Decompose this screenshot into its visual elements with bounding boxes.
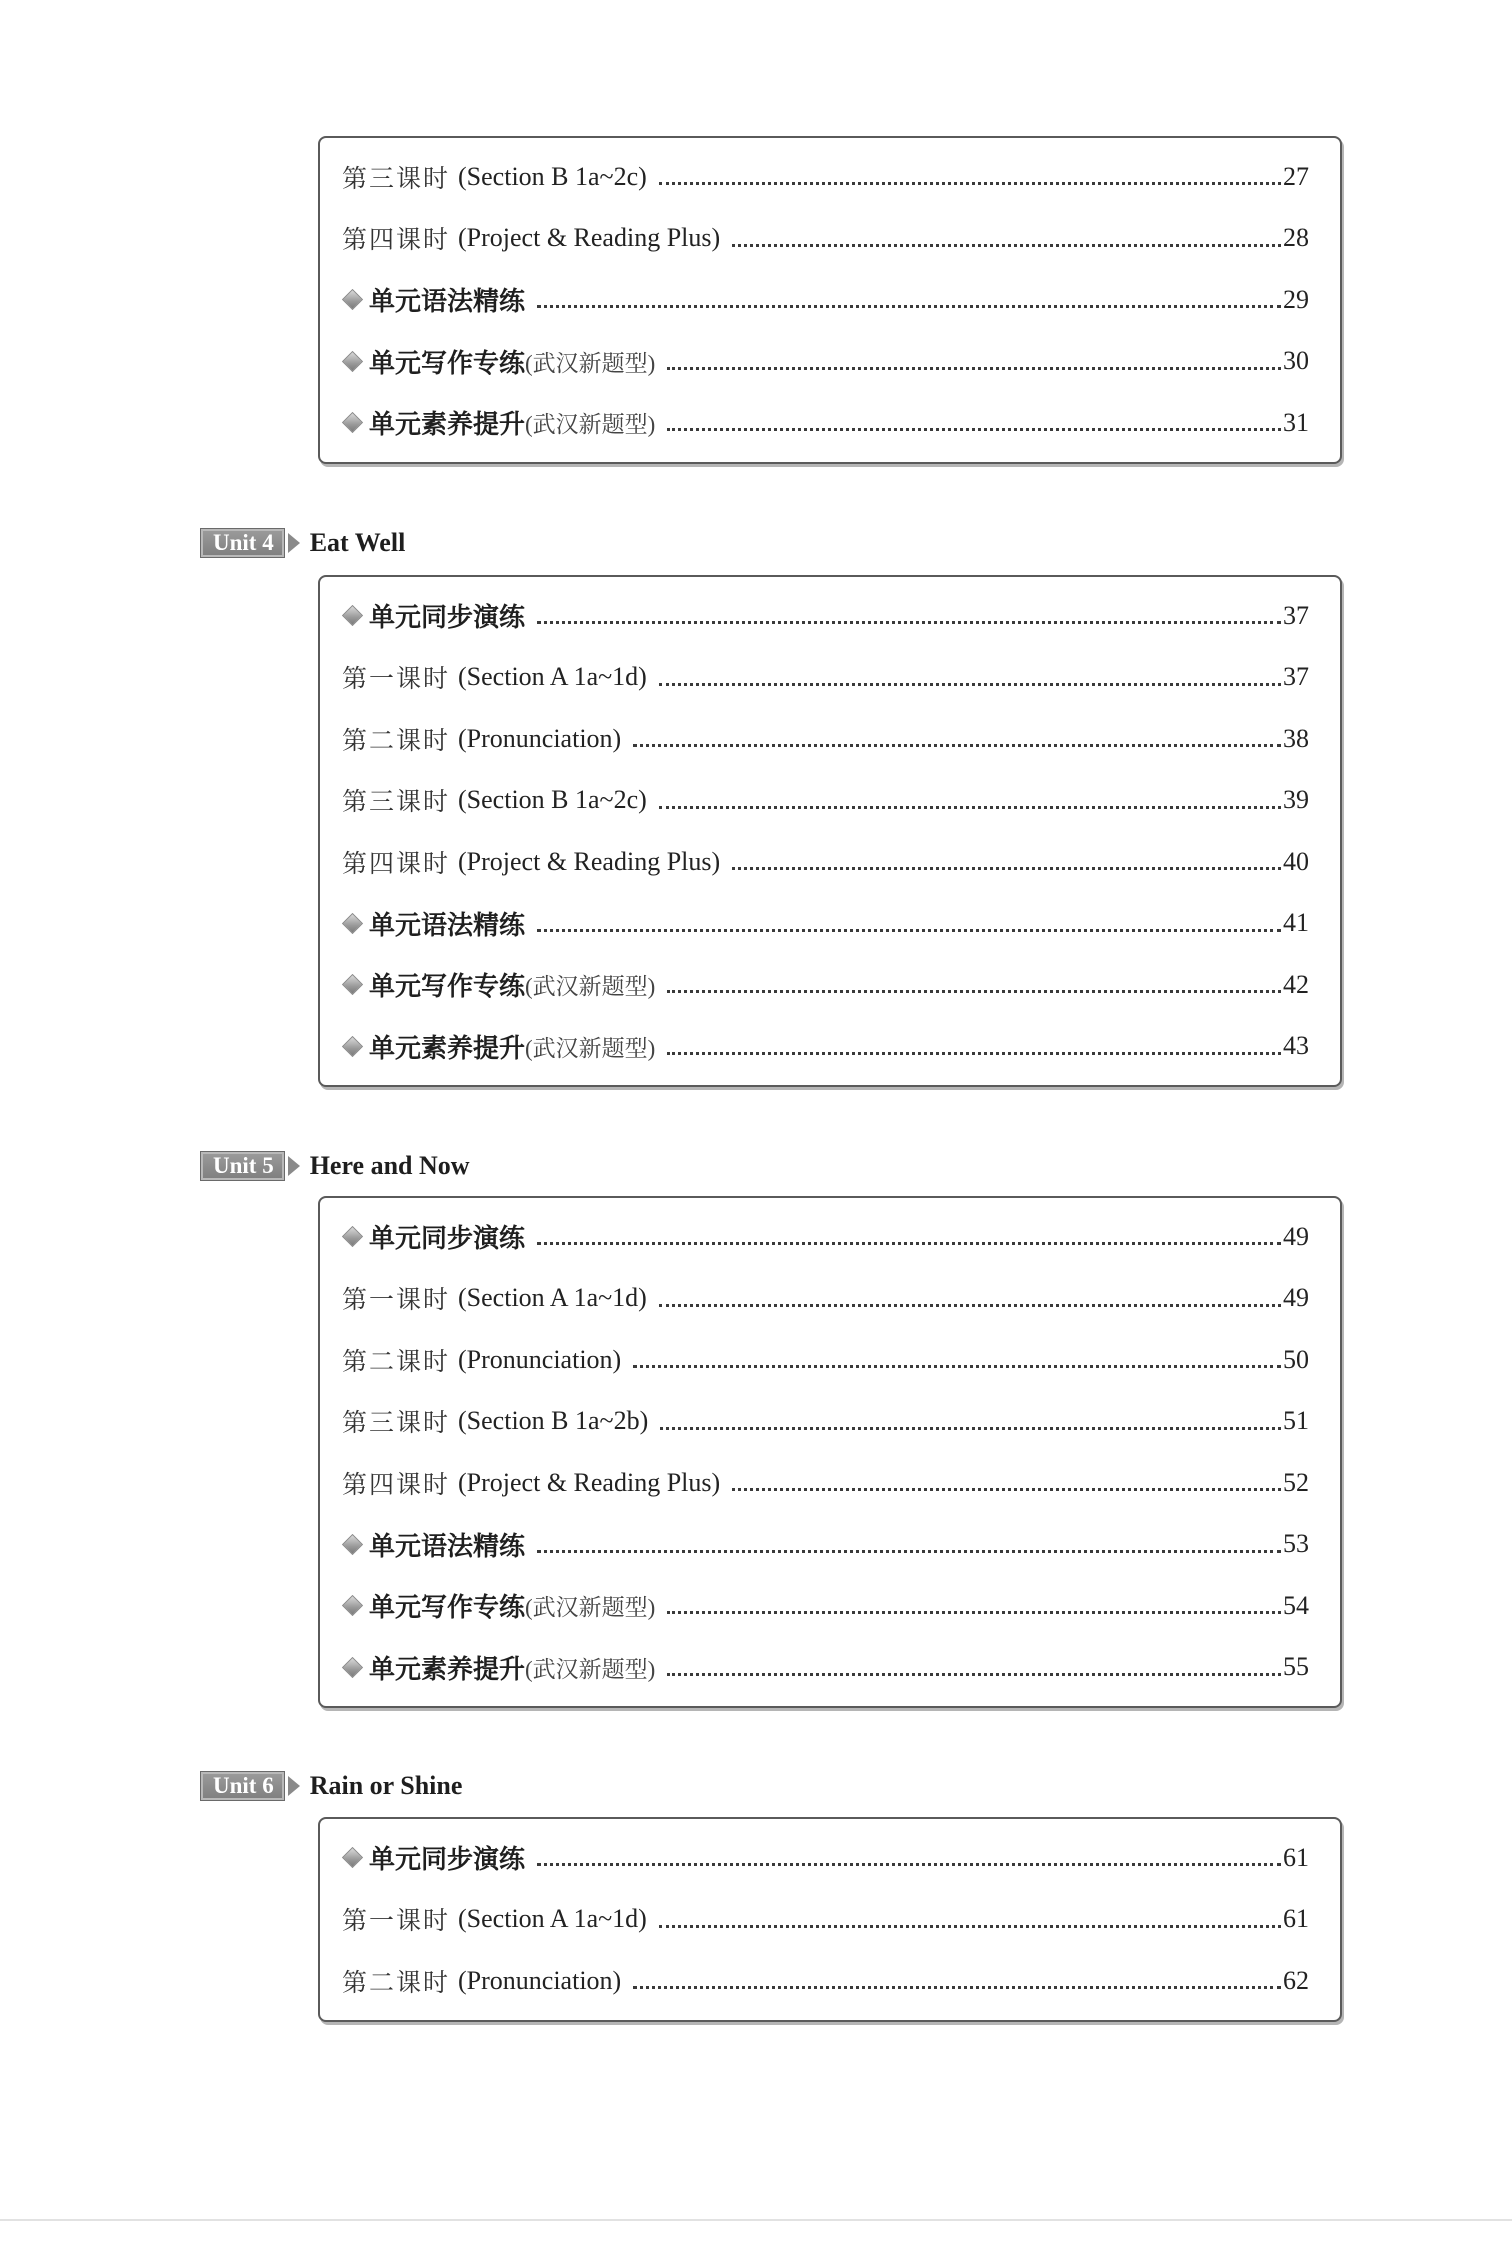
toc-entry xyxy=(320,708,1340,770)
page-number: 39 xyxy=(1283,785,1309,815)
toc-entry xyxy=(320,269,1340,331)
page-number: 52 xyxy=(1283,1467,1309,1497)
toc-entry xyxy=(320,146,1340,208)
dot-leader xyxy=(732,1488,1281,1491)
toc-entry xyxy=(320,331,1340,393)
dot-leader xyxy=(659,1304,1281,1307)
toc-box-unit-3-continued xyxy=(318,136,1342,464)
dot-leader xyxy=(667,367,1281,370)
entry-detail: (Section B 1a~2c) xyxy=(458,161,647,191)
entry-label: 第三课时 xyxy=(342,1410,451,1438)
page-number: 49 xyxy=(1283,1283,1309,1313)
page-number: 41 xyxy=(1283,908,1309,938)
toc-box-unit-4 xyxy=(318,575,1342,1087)
entry-detail: (Section B 1a~2c) xyxy=(458,785,647,815)
entry-detail: (Section A 1a~1d) xyxy=(458,1283,647,1313)
diamond-bullet-icon xyxy=(342,1657,363,1678)
toc-entry xyxy=(320,1268,1340,1330)
page-number: 43 xyxy=(1283,1031,1309,1061)
entry-note: (武汉新题型) xyxy=(525,1595,656,1621)
toc-entry xyxy=(320,1391,1340,1453)
page-number: 40 xyxy=(1283,846,1309,876)
unit-title: Eat Well xyxy=(309,528,406,557)
unit-4-header xyxy=(200,528,405,558)
dot-leader xyxy=(659,806,1281,809)
entry-label: 第四课时 xyxy=(342,1471,451,1499)
entry-note: (武汉新题型) xyxy=(525,1656,656,1682)
dot-leader xyxy=(537,1550,1281,1553)
entry-label: 单元同步演练 xyxy=(369,602,526,633)
toc-entry xyxy=(320,647,1340,709)
page-number: 29 xyxy=(1283,284,1309,314)
unit-title: Here and Now xyxy=(309,1151,470,1180)
toc-entry xyxy=(320,1016,1340,1078)
page-number: 31 xyxy=(1283,407,1309,437)
page-number: 37 xyxy=(1283,662,1309,692)
dot-leader xyxy=(633,744,1281,747)
entry-label: 单元语法精练 xyxy=(369,286,526,317)
page-number: 61 xyxy=(1283,1842,1309,1872)
entry-detail: (Section A 1a~1d) xyxy=(458,662,647,692)
toc-entry xyxy=(320,208,1340,270)
dot-leader xyxy=(667,990,1281,993)
page-number: 37 xyxy=(1283,600,1309,630)
toc-entry xyxy=(320,1329,1340,1391)
entry-detail: (Section A 1a~1d) xyxy=(458,1904,647,1934)
dot-leader xyxy=(667,1052,1281,1055)
entry-label: 单元素养提升 xyxy=(369,409,526,440)
dot-leader xyxy=(633,1365,1281,1368)
toc-entry xyxy=(320,585,1340,647)
entry-label: 单元语法精练 xyxy=(369,1530,526,1561)
toc-entry xyxy=(320,831,1340,893)
diamond-bullet-icon xyxy=(342,1226,363,1247)
diamond-bullet-icon xyxy=(342,1036,363,1057)
entry-label: 单元同步演练 xyxy=(369,1223,526,1254)
unit-badge: Unit 6 xyxy=(200,1771,285,1801)
page-number: 28 xyxy=(1283,223,1309,253)
page-number: 42 xyxy=(1283,969,1309,999)
entry-detail: (Pronunciation) xyxy=(458,1344,622,1374)
dot-leader xyxy=(732,244,1281,247)
toc-entry xyxy=(320,1206,1340,1268)
diamond-bullet-icon xyxy=(342,605,363,626)
entry-detail: (Pronunciation) xyxy=(458,723,622,753)
entry-label: 第二课时 xyxy=(342,727,451,755)
entry-label: 第四课时 xyxy=(342,227,451,255)
entry-detail: (Project & Reading Plus) xyxy=(458,223,721,253)
entry-label: 单元素养提升 xyxy=(369,1653,526,1684)
toc-entry xyxy=(320,1827,1340,1889)
diamond-bullet-icon xyxy=(342,351,363,372)
page-number: 54 xyxy=(1283,1590,1309,1620)
entry-note: (武汉新题型) xyxy=(525,1035,656,1061)
diamond-bullet-icon xyxy=(342,974,363,995)
page-number: 53 xyxy=(1283,1529,1309,1559)
page-number: 27 xyxy=(1283,161,1309,191)
entry-label: 第一课时 xyxy=(342,1908,451,1936)
entry-note: (武汉新题型) xyxy=(525,350,656,376)
dot-leader xyxy=(732,867,1281,870)
diamond-bullet-icon xyxy=(342,913,363,934)
entry-label: 单元写作专练 xyxy=(369,347,526,378)
dot-leader xyxy=(667,1673,1281,1676)
entry-detail: (Section B 1a~2b) xyxy=(458,1406,649,1436)
toc-entry xyxy=(320,1637,1340,1699)
entry-detail: (Project & Reading Plus) xyxy=(458,846,721,876)
diamond-bullet-icon xyxy=(342,289,363,310)
toc-entry xyxy=(320,1452,1340,1514)
toc-entry xyxy=(320,392,1340,454)
entry-label: 单元写作专练 xyxy=(369,1592,526,1623)
entry-label: 第二课时 xyxy=(342,1969,451,1997)
dot-leader xyxy=(667,428,1281,431)
toc-box-unit-5 xyxy=(318,1196,1342,1708)
dot-leader xyxy=(537,621,1281,624)
diamond-bullet-icon xyxy=(342,1847,363,1868)
unit-badge: Unit 4 xyxy=(200,528,285,558)
unit-5-header xyxy=(200,1151,470,1181)
page-number: 61 xyxy=(1283,1904,1309,1934)
page-scan-edge-line xyxy=(0,2219,1512,2221)
page-number: 62 xyxy=(1283,1965,1309,1995)
entry-detail: (Project & Reading Plus) xyxy=(458,1467,721,1497)
unit-title: Rain or Shine xyxy=(309,1771,463,1800)
page-number: 49 xyxy=(1283,1221,1309,1251)
diamond-bullet-icon xyxy=(342,1595,363,1616)
entry-label: 第二课时 xyxy=(342,1348,451,1376)
dot-leader xyxy=(659,683,1281,686)
dot-leader xyxy=(660,1427,1281,1430)
entry-label: 第一课时 xyxy=(342,666,451,694)
diamond-bullet-icon xyxy=(342,412,363,433)
badge-arrow-icon xyxy=(288,533,300,553)
entry-label: 单元素养提升 xyxy=(369,1032,526,1063)
diamond-bullet-icon xyxy=(342,1534,363,1555)
entry-note: (武汉新题型) xyxy=(525,974,656,1000)
badge-arrow-icon xyxy=(288,1156,300,1176)
entry-label: 第三课时 xyxy=(342,789,451,817)
entry-label: 第三课时 xyxy=(342,165,451,193)
entry-label: 单元语法精练 xyxy=(369,909,526,940)
entry-detail: (Pronunciation) xyxy=(458,1965,622,1995)
dot-leader xyxy=(633,1986,1281,1989)
dot-leader xyxy=(537,305,1281,308)
entry-label: 单元同步演练 xyxy=(369,1844,526,1875)
page-number: 55 xyxy=(1283,1652,1309,1682)
dot-leader xyxy=(537,929,1281,932)
dot-leader xyxy=(659,1925,1281,1928)
toc-entry xyxy=(320,1575,1340,1637)
toc-entry xyxy=(320,954,1340,1016)
toc-entry xyxy=(320,893,1340,955)
toc-entry xyxy=(320,1950,1340,2012)
page-number: 38 xyxy=(1283,723,1309,753)
toc-entry xyxy=(320,770,1340,832)
entry-label: 第一课时 xyxy=(342,1287,451,1315)
page-number: 30 xyxy=(1283,346,1309,376)
page-number: 51 xyxy=(1283,1406,1309,1436)
dot-leader xyxy=(537,1242,1281,1245)
page-number: 50 xyxy=(1283,1344,1309,1374)
toc-entry xyxy=(320,1514,1340,1576)
dot-leader xyxy=(667,1611,1281,1614)
badge-arrow-icon xyxy=(288,1776,300,1796)
dot-leader xyxy=(659,182,1281,185)
dot-leader xyxy=(537,1863,1281,1866)
toc-box-unit-6 xyxy=(318,1817,1342,2022)
toc-entry xyxy=(320,1889,1340,1951)
unit-badge: Unit 5 xyxy=(200,1151,285,1181)
entry-note: (武汉新题型) xyxy=(525,412,656,438)
entry-label: 第四课时 xyxy=(342,850,451,878)
entry-label: 单元写作专练 xyxy=(369,971,526,1002)
unit-6-header xyxy=(200,1771,462,1801)
